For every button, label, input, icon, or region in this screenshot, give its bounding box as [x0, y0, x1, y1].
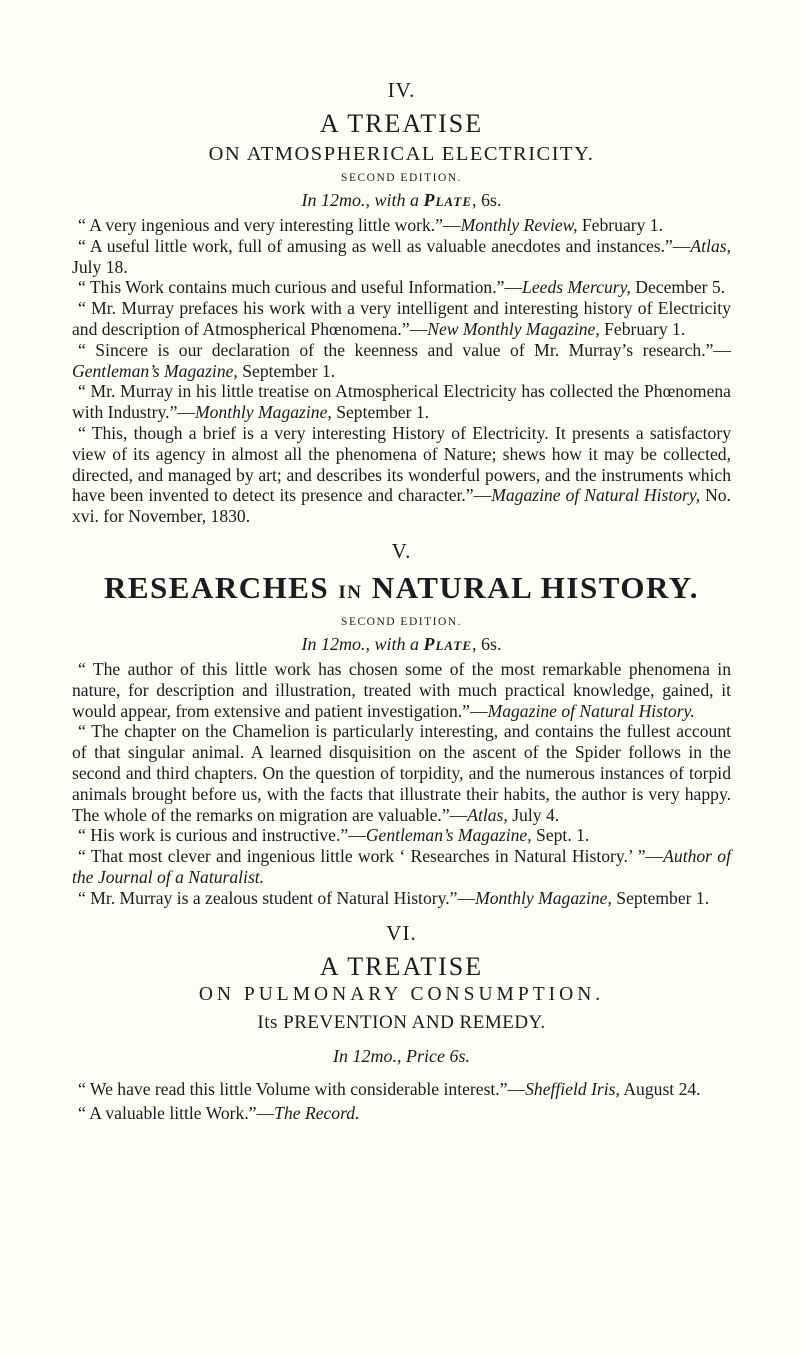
section-numeral: IV. — [387, 78, 416, 102]
review-quote: “ We have read this little Volume with considerable interest.”—Sheffield Iris, August 24. — [78, 1078, 701, 1099]
book-subtitle: ON ATMOSPHERICAL ELECTRICITY. — [208, 143, 595, 165]
book-title: RESEARCHES IN NATURAL HISTORY. — [103, 569, 700, 605]
book-subtitle: ON PULMONARY CONSUMPTION. — [198, 983, 605, 1005]
review-list — [72, 659, 731, 909]
section-v — [72, 539, 731, 909]
edition-label: SECOND EDITION. — [341, 172, 462, 184]
review-quote: “ A useful little work, full of amusing as well as valuable anecdotes and instances.”—Atlas, July 18. — [72, 235, 731, 277]
format-line: In 12mo., with a Plate, 6s. — [301, 633, 502, 654]
section-numeral: VI. — [386, 920, 417, 945]
review-quote: “ Mr. Murray is a zealous student of Natural History.”—Monthly Magazine, September 1. — [78, 887, 710, 908]
section-numeral: V. — [391, 538, 412, 563]
section-iv — [72, 78, 731, 527]
review-quote: “ That most clever and ingenious little work ‘ Researches in Natural History.’ ”—Author of the Journal of a Naturalist. — [72, 846, 731, 887]
review-quote: “ Sincere is our declaration of the keenness and value of Mr. Murray’s research.”—Gentleman’s Magazine, September 1. — [72, 339, 731, 381]
book-tagline: Its PREVENTION AND REMEDY. — [257, 1011, 546, 1033]
review-quote: “ Mr. Murray prefaces his work with a very intelligent and interesting history of Electricity and description of Atmospherical Phœnomena.”—New Monthly Magazine, February 1. — [72, 298, 731, 339]
review-quote: “ A valuable little Work.”—The Record. — [78, 1103, 360, 1124]
review-list — [72, 215, 731, 527]
review-quote: “ The author of this little work has chosen some of the most remarkable phenomena in nature, for description and illustration, treated with much practical knowledge, gained, it would appear, from extensive and patient investigation.”—Magazine of Natural History. — [72, 658, 731, 721]
edition-label: SECOND EDITION. — [341, 615, 462, 628]
format-line: In 12mo., Price 6s. — [333, 1045, 470, 1066]
format-line: In 12mo., with a Plate, 6s. — [301, 190, 502, 210]
review-quote: “ Mr. Murray in his little treatise on Atmospherical Electricity has collected the Phœnomena with Industry.”—Monthly Magazine, September 1. — [72, 381, 731, 423]
review-quote: “ A very ingenious and very interesting little work.”—Monthly Review, February 1. — [78, 215, 664, 235]
review-quote: “ His work is curious and instructive.”—Gentleman’s Magazine, Sept. 1. — [78, 825, 590, 846]
review-quote: “ This, though a brief is a very interesting History of Electricity. It presents a satisfactory view of its agency in almost all the phenomena of Nature; shews how it may be collected, directed, and managed by art; and describes its wonderful powers, and the instruments which have been invented to detect its presence and character.”—Magazine of Natural History, No. xvi. for November, 1830. — [72, 422, 732, 527]
book-title: A TREATISE — [319, 109, 484, 138]
review-list — [72, 1079, 731, 1125]
review-quote: “ This Work contains much curious and useful Information.”—Leeds Mercury, December 5. — [78, 277, 726, 298]
book-title: A TREATISE — [319, 951, 484, 981]
section-vi — [72, 921, 731, 1125]
review-quote: “ The chapter on the Chamelion is particularly interesting, and contains the fullest account of that singular animal. A learned disquisition on the ascent of the Spider follows in the second and third chapters. On the question of torpidity, and the numerous instances of torpid animals brought before us, with the facts that illustrate their habits, the author is very happy. The whole of the remarks on migration are valuable.”—Atlas, July 4. — [72, 721, 731, 825]
